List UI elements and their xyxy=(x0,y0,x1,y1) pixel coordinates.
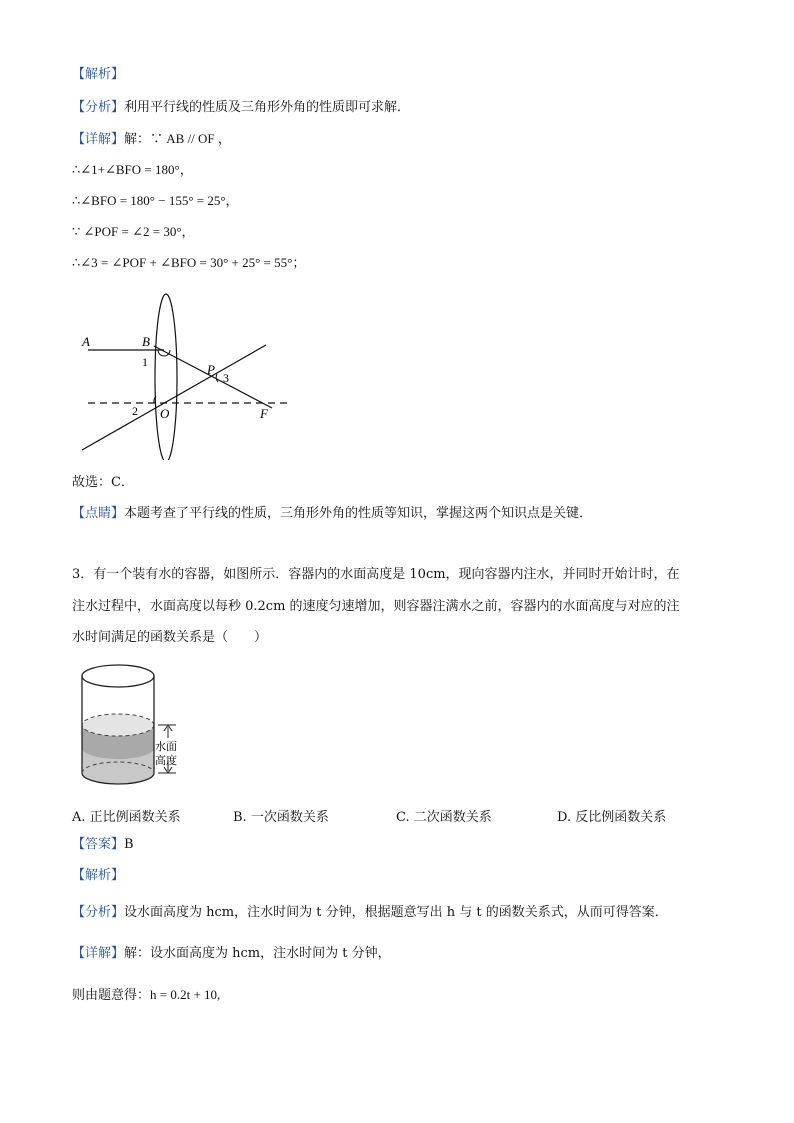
option-b-letter: B. xyxy=(233,810,247,825)
jiexi-heading-2: 【解析】 xyxy=(72,868,125,883)
label-p: P xyxy=(207,362,215,377)
option-d-letter: D. xyxy=(557,810,572,825)
detail-text-2: 解：设水面高度为 hcm，注水时间为 t 分钟， xyxy=(124,946,391,961)
analysis-text: 利用平行线的性质及三角形外角的性质即可求解． xyxy=(124,100,411,115)
option-a xyxy=(72,806,181,825)
analysis-text-2: 设水面高度为 hcm，注水时间为 t 分钟，根据题意写出 h 与 t 的函数关系式，从而可得答案． xyxy=(124,905,668,920)
detail-line xyxy=(72,130,231,149)
analysis-label-2: 【分析】 xyxy=(72,905,125,920)
option-d xyxy=(557,806,666,825)
cylinder-top xyxy=(82,665,154,687)
label-f: F xyxy=(260,406,268,421)
question-3-line-1: 3．有一个装有水的容器，如图所示．容器内的水面高度是 10cm，现向容器内注水，并同时开始计时，在 xyxy=(72,567,680,582)
detail-label: 【详解】 xyxy=(72,132,125,147)
answer-value: B xyxy=(124,837,134,852)
answer-line xyxy=(72,836,134,854)
label-1: 1 xyxy=(142,355,148,369)
geometry-figure xyxy=(76,290,306,460)
detail-line-2 xyxy=(72,945,391,963)
cylinder-figure xyxy=(78,658,208,798)
label-o: O xyxy=(160,406,170,421)
step-1: ∴∠1+∠BFO = 180°， xyxy=(72,162,193,177)
step-4: ∴∠3 = ∠POF + ∠BFO = 30° + 25° = 55°； xyxy=(72,255,306,270)
remark-line xyxy=(72,505,592,523)
label-3: 3 xyxy=(223,371,229,385)
step-3: ∵ ∠POF = ∠2 = 30°， xyxy=(72,224,195,239)
lens-ellipse xyxy=(155,294,177,460)
question-3-line-2: 注水过程中，水面高度以每秒 0.2cm 的速度匀速增加，则容器注满水之前，容器内的水面高度与对应的注 xyxy=(72,599,680,614)
remark-text: 本题考查了平行线的性质，三角形外角的性质等知识，掌握这两个知识点是关键． xyxy=(124,506,593,521)
label-2: 2 xyxy=(132,404,138,418)
analysis-line xyxy=(72,99,410,117)
option-a-text: 正比例函数关系 xyxy=(89,810,181,825)
option-b xyxy=(233,806,329,825)
step-2: ∴∠BFO = 180° − 155° = 25°， xyxy=(72,193,239,208)
analysis-label: 【分析】 xyxy=(72,100,125,115)
question-3-line-3: 水时间满足的函数关系是（ ） xyxy=(72,630,268,645)
option-c-text: 二次函数关系 xyxy=(413,810,492,825)
option-a-letter: A. xyxy=(72,810,86,825)
figure-label-water: 水面 xyxy=(155,740,177,753)
answer-label: 【答案】 xyxy=(72,837,125,852)
label-a: A xyxy=(82,334,90,349)
water-surface xyxy=(82,714,154,736)
detail-text: 解：∵ AB // OF ， xyxy=(124,131,231,146)
final-equation: 则由题意得：h = 0.2t + 10, xyxy=(72,987,221,1002)
figure-label-height: 高度 xyxy=(155,754,177,767)
angle-3-arc xyxy=(216,374,218,382)
detail-label-2: 【详解】 xyxy=(72,946,125,961)
analysis-line-2 xyxy=(72,904,668,922)
option-d-text: 反比例函数关系 xyxy=(575,810,667,825)
answer-choice-line: 故选：C． xyxy=(72,475,134,490)
option-b-text: 一次函数关系 xyxy=(250,810,329,825)
label-b: B xyxy=(142,334,150,349)
jiexi-heading: 【解析】 xyxy=(72,67,125,82)
remark-label: 【点睛】 xyxy=(72,506,125,521)
option-c-letter: C. xyxy=(396,810,410,825)
option-c xyxy=(396,806,492,825)
